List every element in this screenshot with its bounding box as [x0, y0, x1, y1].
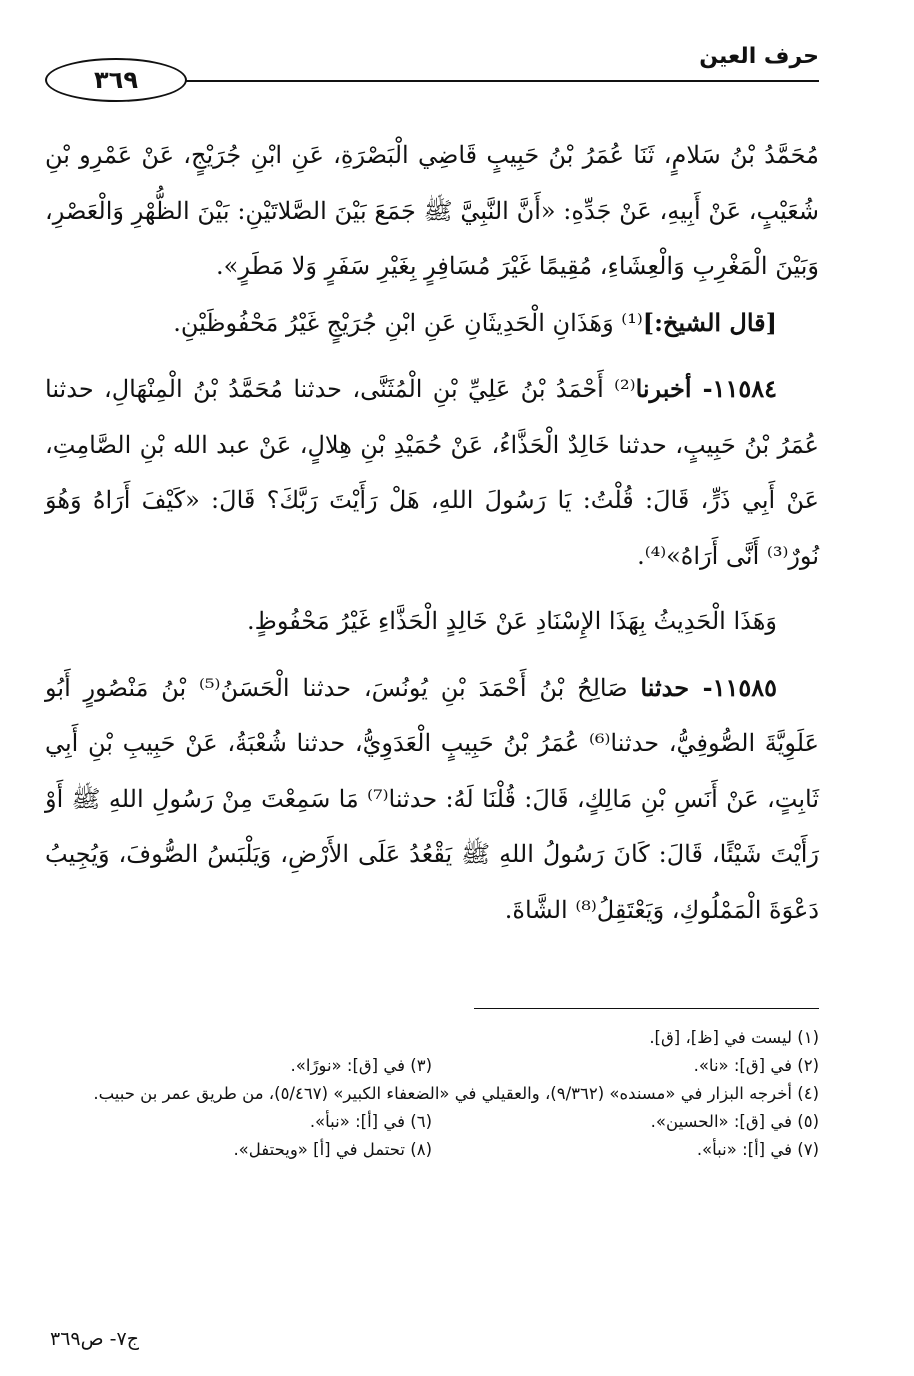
sheikh-label: [قال الشيخ:] — [642, 307, 777, 337]
hadith-11584 — [45, 361, 819, 584]
footnote-1: (١) ليست في [ظ]، [ق]. — [649, 1028, 819, 1047]
hadith-11584-number: ١١٥٨٤- أخبرنا — [635, 374, 777, 403]
footnote-row — [45, 1024, 819, 1052]
footnote-rule — [474, 1008, 819, 1009]
spacer — [45, 584, 819, 594]
page-number: ٣٦٩ — [94, 66, 138, 94]
hadith-11585-number: ١١٥٨٥- حدثنا — [640, 672, 778, 702]
running-head: حرف العين — [699, 44, 819, 69]
footnote-3: (٣) في [ق]: «نورًا». — [290, 1056, 432, 1075]
paragraph-2-text: ⁽¹⁾ وَهَذَانِ الْحَدِيثَانِ عَنِ ابْنِ جُرَيْجٍ غَيْرُ مَحْفُوظَيْنِ. — [173, 308, 643, 337]
volume-page-reference: ج٧- ص٣٦٩ — [50, 1328, 139, 1350]
footnote-5: (٥) في [ق]: «الحسين». — [650, 1112, 819, 1131]
hadith-11584-text: ⁽²⁾ أَحْمَدُ بْنُ عَلِيِّ بْنِ الْمُثَنَّى، حدثنا مُحَمَّدُ بْنُ الْمِنْهَالِ، حدثنا عُمَرُ بْنُ حَبِيبٍ، حدثنا خَالِدٌ الْحَذَّاءُ، عَنْ حُمَيْدِ بْنِ هِلالٍ، عَنْ عبد الله بْنِ الصَّامِتِ، عَنْ أَبِي ذَرٍّ، قَالَ: قُلْتُ: يَا رَسُولَ اللهِ، هَلْ رَأَيْتَ رَبَّكَ؟ قَالَ: «كَيْفَ أَرَاهُ وَهُوَ نُورٌ⁽³⁾ أَنَّى أَرَاهُ»⁽⁴⁾. — [45, 375, 819, 570]
page-number-oval — [45, 58, 187, 102]
spacer — [45, 351, 819, 361]
footnote-7: (٧) في [أ]: «نبأ». — [696, 1140, 819, 1159]
header-rule — [185, 80, 819, 82]
spacer — [45, 650, 819, 660]
footnotes — [45, 1024, 819, 1164]
footnote-row — [45, 1052, 819, 1080]
page-header — [45, 40, 819, 96]
footnote-4: (٤) أخرجه البزار في «مسنده» (٩/٣٦٢)، والعقيلي في «الضعفاء الكبير» (٥/٤٦٧)، من طريق عمر بن حبيب. — [93, 1084, 819, 1103]
paragraph-4: وَهَذَا الْحَدِيثُ بِهَذَا الإِسْنَادِ عَنْ خَالِدٍ الْحَذَّاءِ غَيْرُ مَحْفُوظٍ. — [247, 607, 777, 635]
paragraph-1: مُحَمَّدُ بْنُ سَلامٍ، ثَنَا عُمَرُ بْنُ حَبِيبٍ قَاضِي الْبَصْرَةِ، عَنِ ابْنِ جُرَيْجٍ، عَنْ عَمْرِو بْنِ شُعَيْبٍ، عَنْ أَبِيهِ، عَنْ جَدِّهِ: «أَنَّ النَّبِيَّ ﷺ جَمَعَ بَيْنَ الصَّلاتَيْنِ: بَيْنَ الظُّهْرِ وَالْعَصْرِ، وَبَيْنَ الْمَغْرِبِ وَالْعِشَاءِ، مُقِيمًا غَيْرَ مُسَافِرٍ بِغَيْرِ سَفَرٍ وَلا مَطَرٍ». — [45, 141, 819, 280]
footnote-row — [45, 1108, 819, 1136]
footnote-row — [45, 1136, 819, 1164]
footnote-8: (٨) تحتمل في [أ] «ويحتفل». — [233, 1140, 432, 1159]
footnote-2: (٢) في [ق]: «نا». — [693, 1056, 819, 1075]
hadith-11585 — [45, 660, 819, 939]
paragraph-2 — [45, 295, 819, 352]
hadith-11585-text: صَالِحُ بْنُ أَحْمَدَ بْنِ يُونُسَ، حدثنا الْحَسَنُ⁽⁵⁾ بْنُ مَنْصُورٍ أَبُو عَلَوِيَّةَ الصُّوفِيُّ، حدثنا⁽⁶⁾ عُمَرُ بْنُ حَبِيبٍ الْعَدَوِيُّ، حدثنا شُعْبَةُ، عَنْ حَبِيبِ بْنِ أَبِي ثَابِتٍ، عَنْ أَنَسِ بْنِ مَالِكٍ، قَالَ: قُلْنَا لَهُ: حدثنا⁽⁷⁾ مَا سَمِعْتَ مِنْ رَسُولِ اللهِ ﷺ أَوْ رَأَيْتَ شَيْئًا، قَالَ: كَانَ رَسُولُ اللهِ ﷺ يَقْعُدُ عَلَى الأَرْضِ، وَيَلْبَسُ الصُّوفَ، وَيُجِيبُ دَعْوَةَ الْمَمْلُوكِ، وَيَعْتَقِلُ⁽⁸⁾ الشَّاةَ. — [45, 673, 820, 924]
footnote-6: (٦) في [أ]: «نبأ». — [309, 1112, 432, 1131]
main-text — [45, 128, 819, 938]
